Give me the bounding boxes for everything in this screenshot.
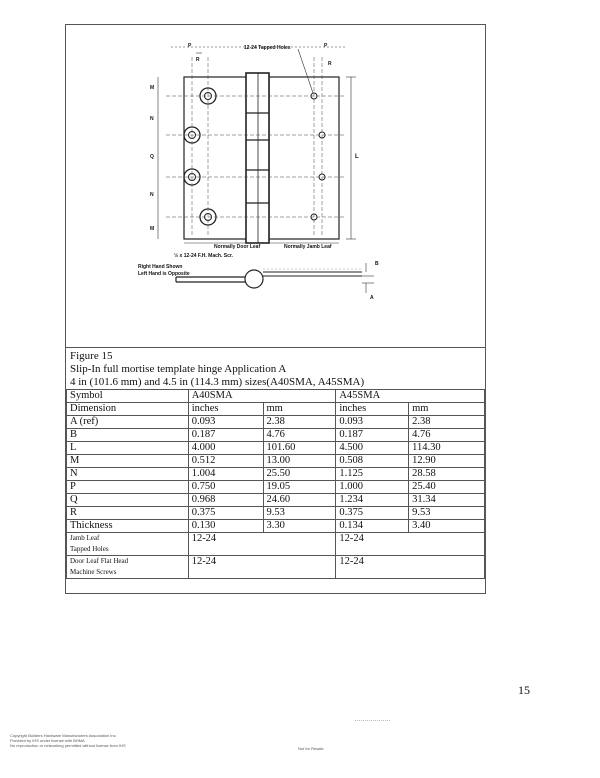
label-r-right: R [328, 61, 332, 67]
cell: 3.40 [409, 520, 485, 533]
cell: M [67, 455, 189, 468]
door-leaf-a40: 12-24 [188, 556, 336, 579]
label-right-hand: Right Hand Shown [138, 264, 183, 270]
table-row [67, 442, 485, 455]
footer-line2: Provided by IHS under license with BHMA [10, 738, 85, 743]
cell: 0.512 [188, 455, 263, 468]
cell: N [67, 468, 189, 481]
cell: 28.58 [409, 468, 485, 481]
cell: 4.76 [409, 429, 485, 442]
hinge-drawing-svg [66, 25, 485, 347]
label-jamb-leaf: Normally Jamb Leaf [284, 244, 332, 250]
footer-line3: No reproduction or networking permitted without license from IHS [10, 743, 126, 748]
cell: 0.187 [188, 429, 263, 442]
copyright-footer [10, 733, 126, 748]
cell: 1.125 [336, 468, 409, 481]
footer-line1: Copyright Builders Hardware Manufacturers Association Inc. [10, 733, 117, 738]
table-subheader-row [67, 403, 485, 416]
cell: 114.30 [409, 442, 485, 455]
table-row [67, 494, 485, 507]
table-header-row [67, 390, 485, 403]
hinge-template-drawing [66, 25, 485, 348]
label-left-hand: Left Hand is Opposite [138, 271, 190, 277]
label-b: B [375, 261, 379, 267]
label-m-bottom: M [150, 226, 155, 232]
faint-divider [355, 720, 390, 721]
cell: 2.38 [409, 416, 485, 429]
jamb-leaf-label-line1: Jamb Leaf [70, 534, 100, 542]
header-mm-a45: mm [409, 403, 485, 416]
header-a45sma: A45SMA [336, 390, 485, 403]
cell: Q [67, 494, 189, 507]
cell: 0.968 [188, 494, 263, 507]
cell: Thickness [67, 520, 189, 533]
cell: 3.30 [263, 520, 336, 533]
door-leaf-a45: 12-24 [336, 556, 485, 579]
cell: 0.093 [336, 416, 409, 429]
label-mach-scr: ½ x 12-24 F.H. Mach. Scr. [174, 253, 233, 259]
header-symbol: Symbol [67, 390, 189, 403]
cell: 2.38 [263, 416, 336, 429]
table-row [67, 520, 485, 533]
table-row [67, 481, 485, 494]
cell: 13.00 [263, 455, 336, 468]
table-row [67, 429, 485, 442]
cell: B [67, 429, 189, 442]
cell: 0.375 [336, 507, 409, 520]
label-r-left: R [196, 57, 200, 63]
label-m-top: M [150, 85, 155, 91]
cell: 24.60 [263, 494, 336, 507]
cell: 101.60 [263, 442, 336, 455]
cell: L [67, 442, 189, 455]
table-row [67, 507, 485, 520]
cell: 12.90 [409, 455, 485, 468]
cell: 9.53 [409, 507, 485, 520]
label-q: Q [150, 154, 154, 160]
table-row-door-leaf [67, 556, 485, 579]
cell: 0.093 [188, 416, 263, 429]
cell: 4.500 [336, 442, 409, 455]
jamb-leaf-label-line2: Tapped Holes [70, 545, 109, 553]
label-door-leaf: Normally Door Leaf [214, 244, 261, 250]
jamb-leaf-label [67, 533, 189, 556]
header-dimension: Dimension [67, 403, 189, 416]
cell: P [67, 481, 189, 494]
figure-caption [70, 350, 364, 389]
header-inches-a40: inches [188, 403, 263, 416]
cell: 0.750 [188, 481, 263, 494]
footer-resale: Not for Resale [298, 746, 324, 751]
cell: 0.134 [336, 520, 409, 533]
page-number: 15 [518, 683, 530, 697]
cell: 19.05 [263, 481, 336, 494]
table-row [67, 455, 485, 468]
cell: 0.187 [336, 429, 409, 442]
table-row [67, 416, 485, 429]
label-n-top: N [150, 116, 154, 122]
label-p-right: P [324, 43, 328, 49]
figure-frame [65, 24, 486, 594]
door-leaf-label-line2: Machine Screws [70, 568, 117, 576]
cell: 25.50 [263, 468, 336, 481]
header-mm-a40: mm [263, 403, 336, 416]
cell: 1.234 [336, 494, 409, 507]
cell: 25.40 [409, 481, 485, 494]
caption-figure-number: Figure 15 [70, 350, 113, 362]
header-inches-a45: inches [336, 403, 409, 416]
cell: A (ref) [67, 416, 189, 429]
label-l: L [355, 154, 359, 160]
door-leaf-label-line1: Door Leaf Flat Head [70, 557, 129, 565]
dimension-table [66, 389, 485, 579]
header-a40sma: A40SMA [188, 390, 336, 403]
table-row-jamb-leaf [67, 533, 485, 556]
jamb-leaf-a45: 12-24 [336, 533, 485, 556]
door-leaf-label [67, 556, 189, 579]
label-n-bottom: N [150, 192, 154, 198]
cell: 0.375 [188, 507, 263, 520]
table-row [67, 468, 485, 481]
cell: 1.000 [336, 481, 409, 494]
cell: 4.000 [188, 442, 263, 455]
cell: 4.76 [263, 429, 336, 442]
cell: 31.34 [409, 494, 485, 507]
label-a: A [370, 295, 374, 301]
cell: 0.130 [188, 520, 263, 533]
caption-sizes: 4 in (101.6 mm) and 4.5 in (114.3 mm) sizes(A40SMA, A45SMA) [70, 376, 365, 388]
cell: R [67, 507, 189, 520]
caption-title: Slip-In full mortise template hinge Application A [70, 363, 287, 375]
cell: 9.53 [263, 507, 336, 520]
label-p-left: P [188, 43, 192, 49]
jamb-leaf-a40: 12-24 [188, 533, 336, 556]
label-tapped-holes: 12-24 Tapped Holes [244, 45, 291, 51]
cell: 1.004 [188, 468, 263, 481]
cell: 0.508 [336, 455, 409, 468]
